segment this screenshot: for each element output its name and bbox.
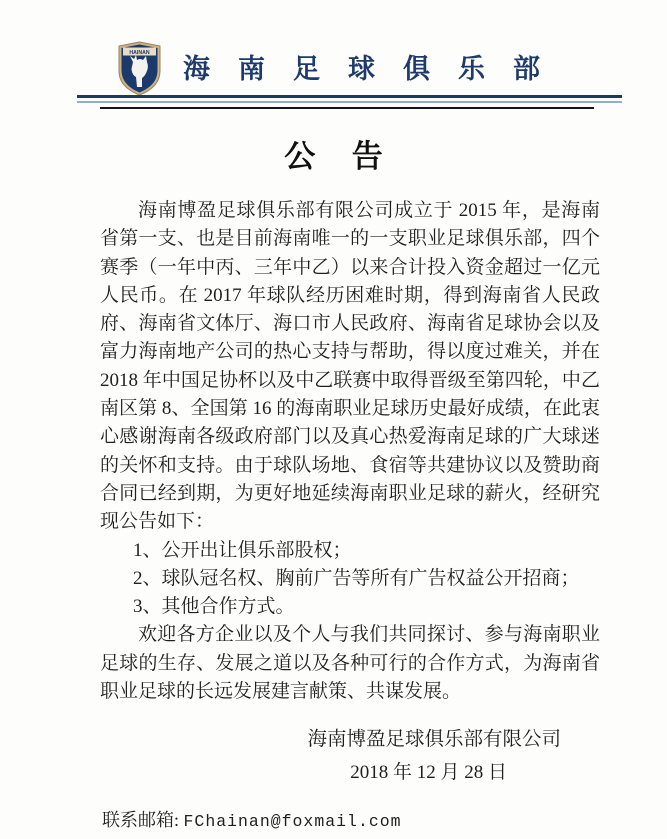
list-item-naming-rights: 2、球队冠名权、胸前广告等所有广告权益公开招商； [133,567,580,589]
announcement-item-list [100,537,600,622]
contact-email-label: 联系邮箱: [102,810,184,830]
body-paragraph-intro: 海南博盈足球俱乐部有限公司成立于 2015 年，是海南省第一支、也是目前海南唯一的一支职业足球俱乐部，四个赛季（一年中丙、三年中乙）以来合计投入资金超过一亿元人民币。在 2017 年球队经历困难时期，得到海南省人民政府、海南省文体厅、海口市人民政府、海南省足球协会以及富力海南地产公司的热心支持与帮助，得以度过难关，并在 2018 年中国足协杯以及中乙联赛中取得晋级至第四轮，中乙南区第 8、全国第 16 的海南职业足球历史最好成绩，在此衷心感谢海南各级政府部门以及真心热爱海南足球的广大球迷的关怀和支持。由于球队场地、食宿等共建协议以及赞助商合同已经到期，为更好地延续海南职业足球的薪火，经研究现公告如下： [100,200,600,533]
body-paragraph-closing: 欢迎各方企业以及个人与我们共同探讨、参与海南职业足球的生存、发展之道以及各种可行的合作方式，为海南省职业足球的长远发展建言献策、共谋发展。 [100,624,600,703]
signature-date: 2018 年 12 月 28 日 [350,762,507,783]
signature-company: 海南博盈足球俱乐部有限公司 [307,729,561,750]
contact-footer [102,806,402,832]
list-item-other-cooperation: 3、其他合作方式。 [133,596,295,618]
svg-text:HAINAN: HAINAN [129,49,150,56]
announcement-body [100,197,600,706]
list-item-equity: 1、公开出让俱乐部股权； [133,539,352,561]
contact-email-address: FChainan@foxmail.com [183,812,402,831]
header-double-rule [77,95,622,103]
shield-crest-icon [117,41,162,96]
club-name-heading: 海南足球俱乐部 [183,54,568,84]
club-crest-logo [117,41,162,96]
announcement-title: 公 告 [284,139,397,174]
header-thin-rule [100,107,594,109]
